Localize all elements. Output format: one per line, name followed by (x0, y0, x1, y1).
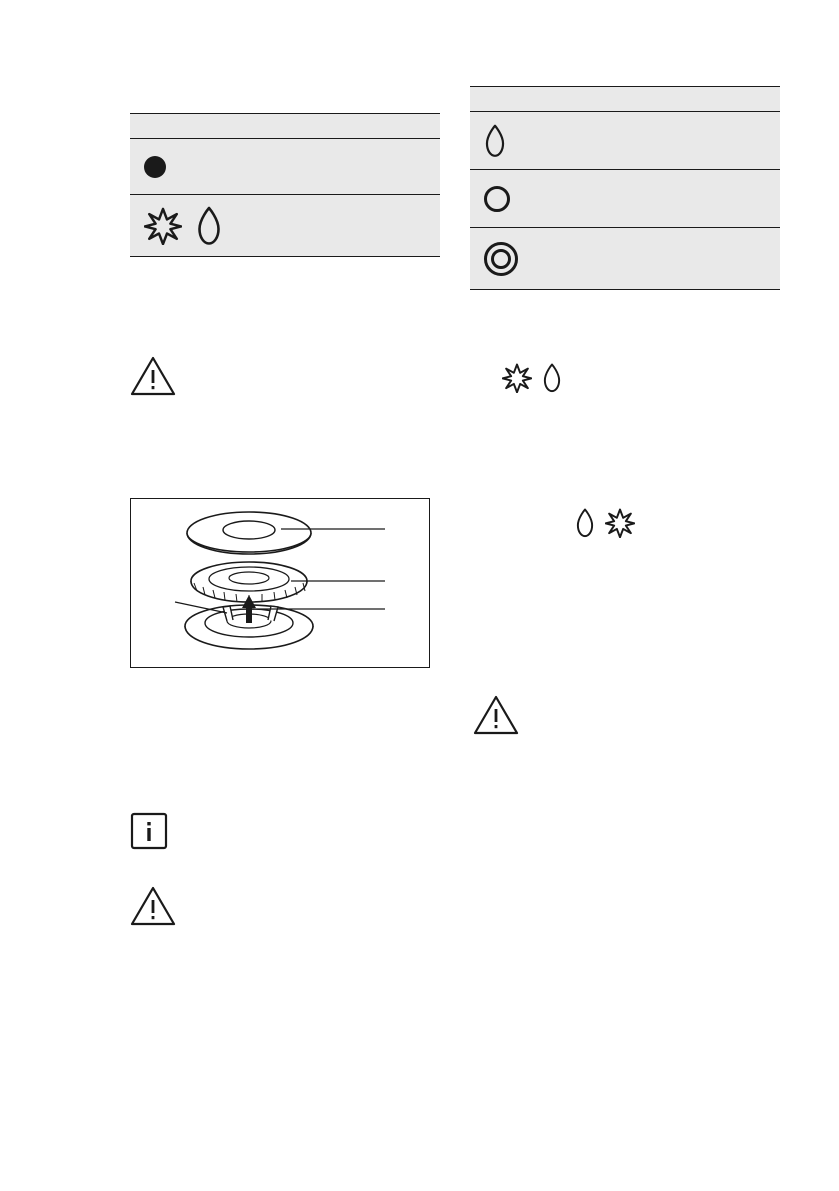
flame-icon (196, 206, 222, 246)
right-column (470, 0, 780, 1191)
spark-ignition-icon (144, 207, 182, 245)
spark-ignition-icon (605, 508, 635, 538)
warning-triangle-icon (130, 355, 170, 397)
table-row (130, 195, 440, 257)
table-row (130, 113, 440, 139)
flame-icon (484, 124, 506, 158)
flame-icon (542, 363, 562, 393)
table-row (130, 139, 440, 195)
table-row (470, 228, 780, 290)
ring-icon (484, 186, 510, 212)
warning-triangle-icon (130, 885, 170, 927)
table-row (470, 112, 780, 170)
spark-ignition-icon (502, 363, 532, 393)
flame-icon (575, 508, 595, 538)
right-symbol-table (470, 86, 780, 290)
right-inline-symbols-flame-ignition (575, 508, 635, 538)
table-row (470, 86, 780, 112)
filled-dot-icon (144, 156, 166, 178)
left-symbol-table (130, 113, 440, 257)
double-ring-icon (484, 242, 518, 276)
burner-exploded-figure (130, 498, 430, 668)
left-column (130, 0, 440, 1191)
right-warning-note (473, 694, 513, 730)
information-icon (130, 812, 170, 850)
left-warning-note-2 (130, 885, 170, 921)
left-info-note (130, 812, 170, 848)
table-row (470, 170, 780, 228)
left-warning-note (130, 355, 170, 391)
right-inline-symbols-ignition (502, 363, 562, 393)
warning-triangle-icon (473, 694, 513, 736)
